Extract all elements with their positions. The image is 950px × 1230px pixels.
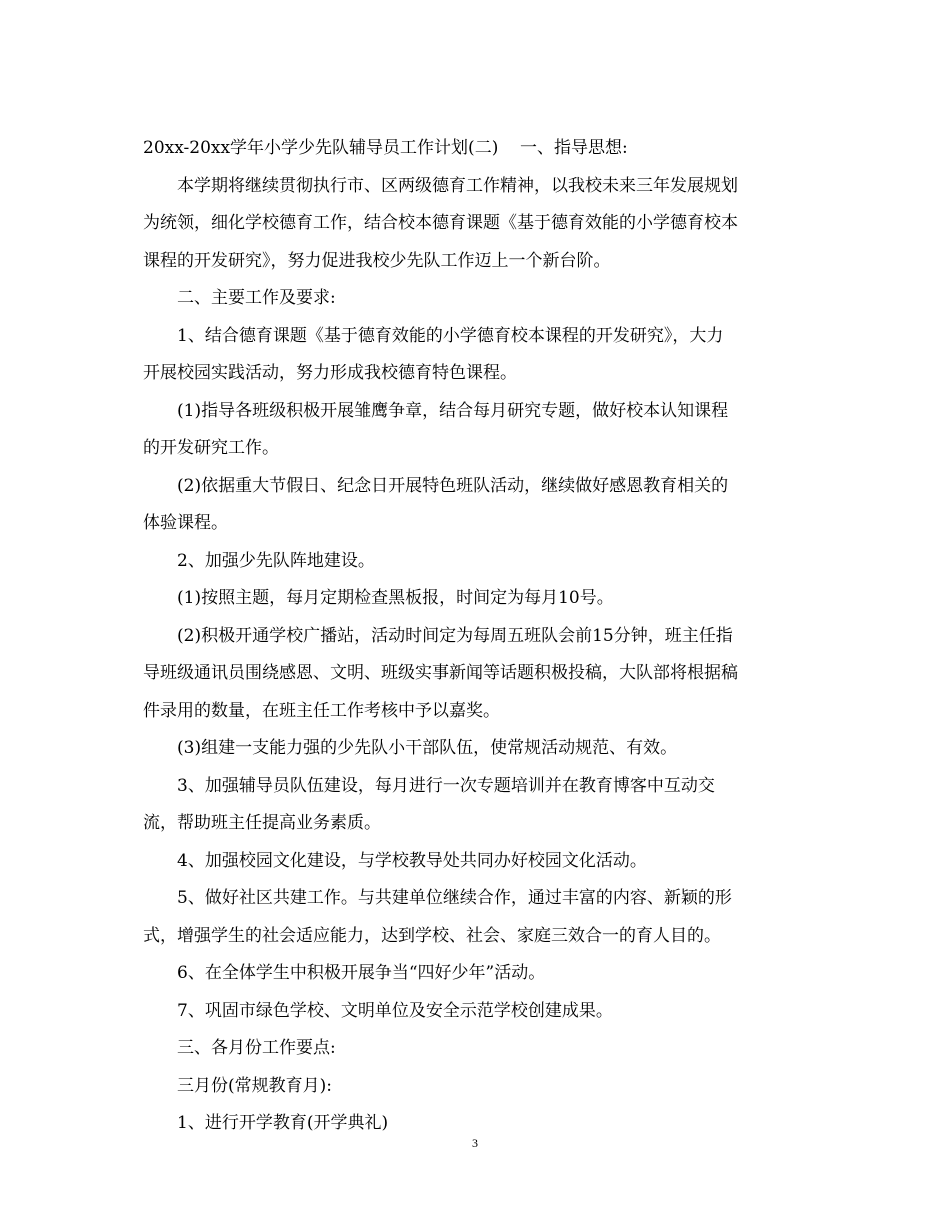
paragraph-first-line: (2)积极开通学校广播站，活动时间定为每周五班队会前15分钟，班主任指 xyxy=(177,625,733,646)
paragraph xyxy=(143,880,805,955)
paragraph xyxy=(143,280,805,318)
paragraph-first-line: 三、各月份工作要点: xyxy=(177,1038,336,1058)
paragraph xyxy=(143,468,805,543)
paragraph-first-line: 2、加强少先队阵地建设。 xyxy=(177,550,375,571)
paragraph-line: 件录用的数量，在班主任工作考核中予以嘉奖。 xyxy=(143,700,500,721)
paragraph-first-line: 6、在全体学生中积极开展争当“四好少年”活动。 xyxy=(177,963,546,983)
paragraph-first-line: 二、主要工作及要求: xyxy=(177,288,336,308)
paragraph-line: 流，帮助班主任提高业务素质。 xyxy=(143,813,381,833)
paragraph-first-line: 1、进行开学教育(开学典礼) xyxy=(177,1113,389,1133)
paragraph xyxy=(143,580,805,618)
paragraph-line: 式，增强学生的社会适应能力，达到学校、社会、家庭三效合一的育人目的。 xyxy=(143,925,721,946)
paragraph-first-line: (3)组建一支能力强的少先队小干部队伍，使常规活动规范、有效。 xyxy=(177,738,678,758)
paragraph-first-line: (2)依据重大节假日、纪念日开展特色班队活动，继续做好感恩教育相关的 xyxy=(177,475,729,496)
paragraph xyxy=(143,955,805,993)
paragraph xyxy=(143,1030,805,1068)
paragraph-first-line: 4、加强校园文化建设，与学校教导处共同办好校园文化活动。 xyxy=(177,850,647,871)
paragraph-first-line: 3、加强辅导员队伍建设，每月进行一次专题培训并在教育博客中互动交 xyxy=(177,775,715,796)
paragraph-line: 开展校园实践活动，努力形成我校德育特色课程。 xyxy=(143,363,517,383)
paragraph-first-line: 1、结合德育课题《基于德育效能的小学德育校本课程的开发研究》，大力 xyxy=(177,325,724,346)
paragraph xyxy=(143,393,805,468)
paragraph-first-line: 本学期将继续贯彻执行市、区两级德育工作精神，以我校未来三年发展规划 xyxy=(177,175,738,196)
paragraph-line: 的开发研究工作。 xyxy=(143,438,279,458)
paragraph-line: 为统领，细化学校德育工作，结合校本德育课题《基于德育效能的小学德育校本 xyxy=(143,213,738,233)
document-body xyxy=(143,130,805,1143)
document-title-line: 20xx-20xx学年小学少先队辅导员工作计划(二) 一、指导思想: xyxy=(143,138,628,158)
paragraph xyxy=(143,318,805,393)
paragraph-line: 体验课程。 xyxy=(143,513,228,533)
paragraph xyxy=(143,730,805,768)
paragraph-line: 课程的开发研究》，努力促进我校少先队工作迈上一个新台阶。 xyxy=(143,250,611,271)
paragraph xyxy=(143,843,805,881)
paragraph xyxy=(143,543,805,581)
paragraph-first-line: 三月份(常规教育月): xyxy=(177,1075,332,1096)
paragraph xyxy=(143,168,805,281)
paragraph-first-line: 7、巩固市绿色学校、文明单位及安全示范学校创建成果。 xyxy=(177,1000,613,1021)
paragraph xyxy=(143,618,805,731)
paragraph xyxy=(143,1068,805,1106)
paragraph-first-line: 5、做好社区共建工作。与共建单位继续合作，通过丰富的内容、新颖的形 xyxy=(177,888,732,908)
paragraph-list xyxy=(143,168,805,1143)
page-number: 3 xyxy=(472,1136,478,1150)
paragraph xyxy=(143,993,805,1031)
paragraph-line: 导班级通讯员围绕感恩、文明、班级实事新闻等话题积极投稿，大队部将根据稿 xyxy=(143,663,738,683)
paragraph xyxy=(143,768,805,843)
paragraph-first-line: (1)按照主题，每月定期检查黑板报，时间定为每月10号。 xyxy=(177,588,614,608)
paragraph-first-line: (1)指导各班级积极开展雏鹰争章，结合每月研究专题，做好校本认知课程 xyxy=(177,400,729,421)
